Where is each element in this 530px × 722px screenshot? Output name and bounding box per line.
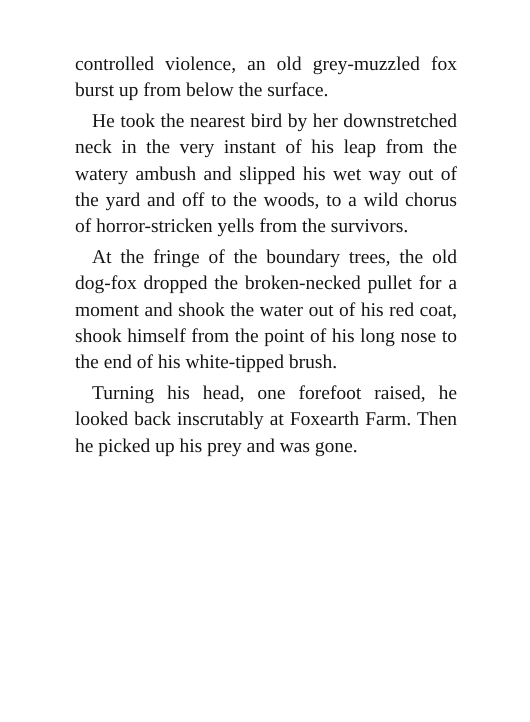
paragraph-continuation: controlled violence, an old grey-muzzled fox burst up from below the surface. [75,54,457,102]
paragraph-fox-takes-bird: He took the nearest bird by her downstretched neck in the very instant of his leap from the watery ambush and slipped his wet way out of the yard and off to the woods, to a wild chorus of horror-stricken yells from the survivors. [75,110,457,238]
book-page-text [75,52,457,464]
paragraph-fox-gone: Turning his head, one forefoot raised, he looked back inscrutably at Foxearth Farm. Then he picked up his prey and was gone. [75,382,457,457]
paragraph-boundary-trees: At the fringe of the boundary trees, the old dog-fox dropped the broken-necked pullet for a moment and shook the water out of his red coat, shook himself from the point of his long nose to the end of his white-tipped brush. [75,246,457,374]
